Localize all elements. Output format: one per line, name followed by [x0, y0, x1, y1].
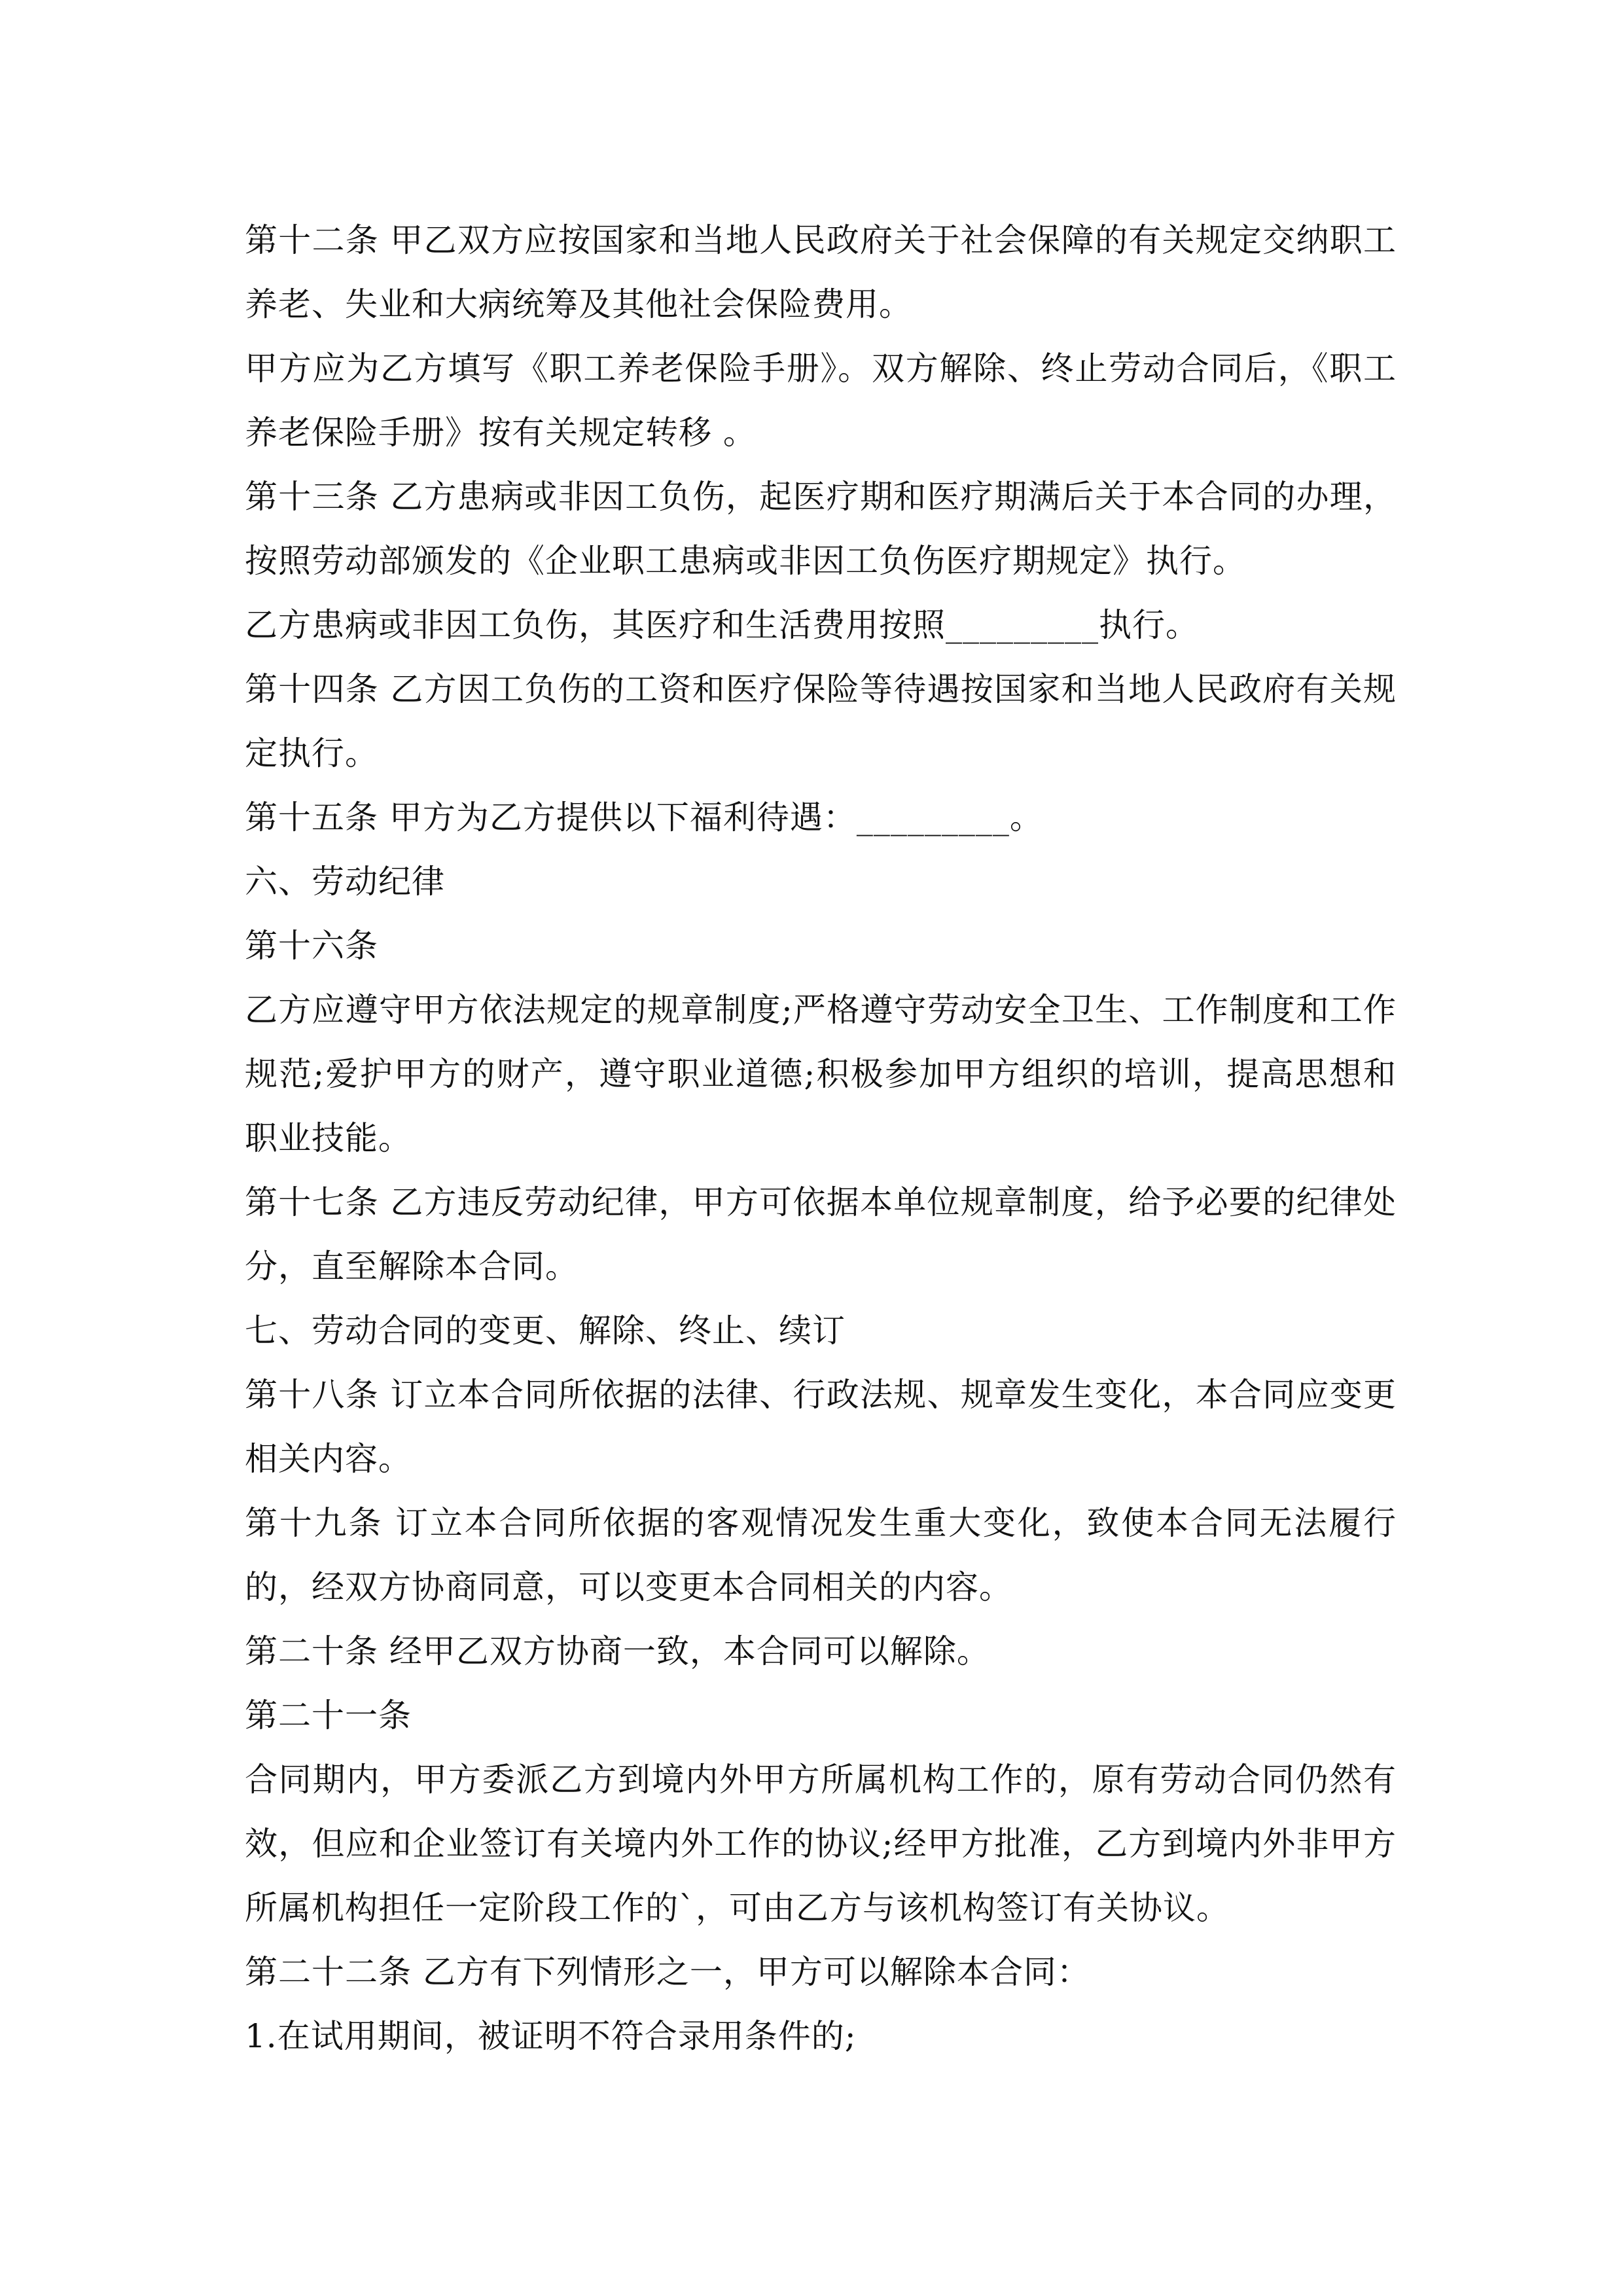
clause-17-paragraph: 第十七条 乙方违反劳动纪律，甲方可依据本单位规章制度，给予必要的纪律处分，直至解除本合同。	[245, 1183, 1397, 1285]
pension-handbook-paragraph: 甲方应为乙方填写《职工养老保险手册》。双方解除、终止劳动合同后，《职工养老保险手册》按有关规定转移 。	[245, 350, 1397, 452]
clause-22-paragraph: 第二十二条 乙方有下列情形之一，甲方可以解除本合同：	[245, 1953, 1090, 1991]
clause-16-paragraph: 乙方应遵守甲方依法规定的规章制度;严格遵守劳动安全卫生、工作制度和工作规范;爱护甲方的财产，遵守职业道德;积极参加甲方组织的培训，提高思想和职业技能。	[245, 991, 1397, 1157]
clause-16-heading: 第十六条	[245, 927, 378, 965]
section-6-heading: 六、劳动纪律	[245, 863, 445, 901]
clause-20-paragraph: 第二十条 经甲乙双方协商一致，本合同可以解除。	[245, 1632, 990, 1670]
document-body	[245, 208, 1397, 2068]
clause-12-paragraph: 第十二条 甲乙双方应按国家和当地人民政府关于社会保障的有关规定交纳职工养老、失业和大病统筹及其他社会保险费用。	[245, 221, 1397, 323]
clause-19-paragraph: 第十九条 订立本合同所依据的客观情况发生重大变化，致使本合同无法履行的，经双方协商同意，可以变更本合同相关的内容。	[245, 1504, 1397, 1606]
medical-expenses-paragraph: 乙方患病或非因工负伤，其医疗和生活费用按照_________执行。	[245, 606, 1199, 644]
clause-18-paragraph: 第十八条 订立本合同所依据的法律、行政法规、规章发生变化，本合同应变更相关内容。	[245, 1376, 1397, 1478]
clause-15-paragraph: 第十五条 甲方为乙方提供以下福利待遇：_________。	[245, 798, 1043, 836]
clause-14-paragraph: 第十四条 乙方因工负伤的工资和医疗保险等待遇按国家和当地人民政府有关规定执行。	[245, 670, 1397, 772]
section-7-heading: 七、劳动合同的变更、解除、终止、续订	[245, 1312, 846, 1350]
clause-22-item-1: 1.在试用期间，被证明不符合录用条件的;	[245, 2017, 857, 2055]
clause-21-paragraph: 合同期内，甲方委派乙方到境内外甲方所属机构工作的，原有劳动合同仍然有效，但应和企业签订有关境内外工作的协议;经甲方批准，乙方到境内外非甲方所属机构担任一定阶段工作的`，可由乙方与该机构签订有关协议。	[245, 1761, 1397, 1927]
clause-13-paragraph: 第十三条 乙方患病或非因工负伤，起医疗期和医疗期满后关于本合同的办理，按照劳动部颁发的《企业职工患病或非因工负伤医疗期规定》执行。	[245, 478, 1397, 580]
clause-21-heading: 第二十一条	[245, 1696, 412, 1734]
